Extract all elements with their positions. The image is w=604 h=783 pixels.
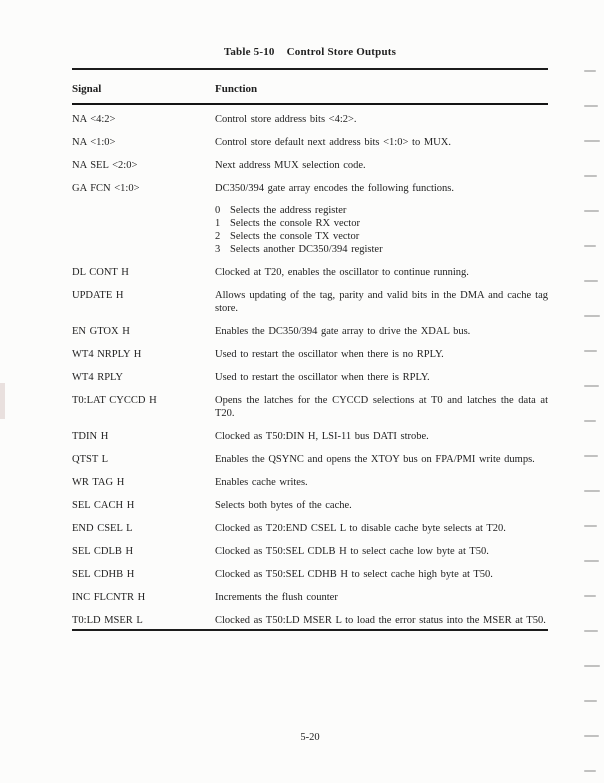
margin-dash [584,245,596,247]
signal-cell: END CSEL L [72,523,133,534]
option-text: Selects the address register [230,205,347,216]
margin-dash [584,560,599,562]
function-cell [215,182,548,256]
signal-cell: NA SEL <2:0> [72,160,138,171]
signal-cell: TDIN H [72,431,109,442]
signal-cell: UPDATE H [72,290,124,301]
option-number: 1 [215,218,221,229]
signal-cell: QTST L [72,454,109,465]
margin-dash [584,420,596,422]
scan-smudge [0,383,5,419]
signal-cell: WR TAG H [72,477,125,488]
signal-cell: DL CONT H [72,267,129,278]
margin-dash [584,665,600,667]
function-text: DC350/394 gate array encodes the following functions. [215,183,454,194]
margin-dash [584,210,599,212]
page-number: 5-20 [300,732,320,743]
table-row [72,499,548,512]
signal-cell: T0:LAT CYCCD H [72,395,157,406]
table-label: Table 5-10 [223,46,275,58]
function-cell: Clocked at T20, enables the oscillator to continue running. [215,267,469,278]
signal-cell: T0:LD MSER L [72,615,143,626]
signal-cell: EN GTOX H [72,326,130,337]
list-item [215,230,548,243]
table-row [72,136,548,149]
signal-cell: GA FCN <1:0> [72,183,140,194]
option-text: Selects another DC350/394 register [230,244,383,255]
margin-dash [584,385,599,387]
signal-cell: WT4 NRPLY H [72,349,142,360]
margin-dash [584,770,596,772]
ga-fcn-option-list [215,204,548,256]
margin-dash [584,140,600,142]
table-row [72,453,548,466]
margin-dash [584,525,597,527]
signal-cell: SEL CACH H [72,500,135,511]
function-cell: Clocked as T20:END CSEL L to disable cache byte selects at T20. [215,523,506,534]
table-title [72,46,548,59]
table-row [72,591,548,604]
table-row [72,371,548,384]
signal-cell: INC FLCNTR H [72,592,146,603]
function-cell: Clocked as T50:LD MSER L to load the error status into the MSER at T50. [215,615,546,626]
table-rule-bottom [72,629,548,631]
column-header-function: Function [215,83,258,95]
function-cell: Control store default next address bits <1:0> to MUX. [215,137,451,148]
margin-dash [584,175,597,177]
margin-dash [584,630,598,632]
signal-cell: SEL CDHB H [72,569,135,580]
function-cell: Selects both bytes of the cache. [215,500,352,511]
table-row [72,159,548,172]
option-number: 2 [215,231,221,242]
function-cell: Next address MUX selection code. [215,160,366,171]
margin-dash [584,280,598,282]
table-body [72,113,548,627]
margin-dash [584,490,600,492]
function-cell: Used to restart the oscillator when there is RPLY. [215,372,430,383]
table-row [72,289,548,315]
function-cell: Increments the flush counter [215,592,338,603]
table-rule-top [72,68,548,70]
function-cell: Control store address bits <4:2>. [215,114,357,125]
margin-dash [584,315,600,317]
table-row [72,545,548,558]
table-row [72,325,548,338]
list-item [215,243,548,256]
margin-dash [584,105,598,107]
function-cell: Opens the latches for the CYCCD selections at T0 and latches the data at T20. [215,395,548,419]
function-cell: Enables cache writes. [215,477,308,488]
option-number: 3 [215,244,221,255]
table-row [72,348,548,361]
table-rule-under-header [72,103,548,105]
function-cell: Clocked as T50:SEL CDHB H to select cache high byte at T50. [215,569,493,580]
table-row [72,430,548,443]
margin-dash [584,455,598,457]
table-row [72,568,548,581]
table-row [72,394,548,420]
option-number: 0 [215,205,221,216]
signal-cell: WT4 RPLY [72,372,123,383]
signal-cell: NA <1:0> [72,137,116,148]
list-item [215,217,548,230]
table-row [72,182,548,256]
margin-dash [584,735,599,737]
function-cell: Clocked as T50:DIN H, LSI-11 bus DATI strobe. [215,431,429,442]
margin-dash [584,595,596,597]
table-title-text: Control Store Outputs [286,46,397,58]
signal-cell: SEL CDLB H [72,546,134,557]
function-cell: Enables the DC350/394 gate array to drive the XDAL bus. [215,326,471,337]
table-5-10 [72,46,548,631]
table-header-row [72,83,548,96]
function-cell: Clocked as T50:SEL CDLB H to select cache low byte at T50. [215,546,489,557]
option-text: Selects the console TX vector [230,231,360,242]
table-row [72,476,548,489]
margin-dash [584,350,597,352]
table-row [72,113,548,126]
option-text: Selects the console RX vector [230,218,360,229]
function-cell: Allows updating of the tag, parity and valid bits in the DMA and cache tag store. [215,290,548,314]
table-row [72,266,548,279]
margin-dash [584,70,596,72]
list-item [215,204,548,217]
table-row [72,522,548,535]
function-cell: Enables the QSYNC and opens the XTOY bus on FPA/PMI write dumps. [215,454,535,465]
signal-cell: NA <4:2> [72,114,116,125]
table-row [72,614,548,627]
column-header-signal: Signal [72,83,102,95]
function-cell: Used to restart the oscillator when there is no RPLY. [215,349,444,360]
margin-dash [584,700,597,702]
